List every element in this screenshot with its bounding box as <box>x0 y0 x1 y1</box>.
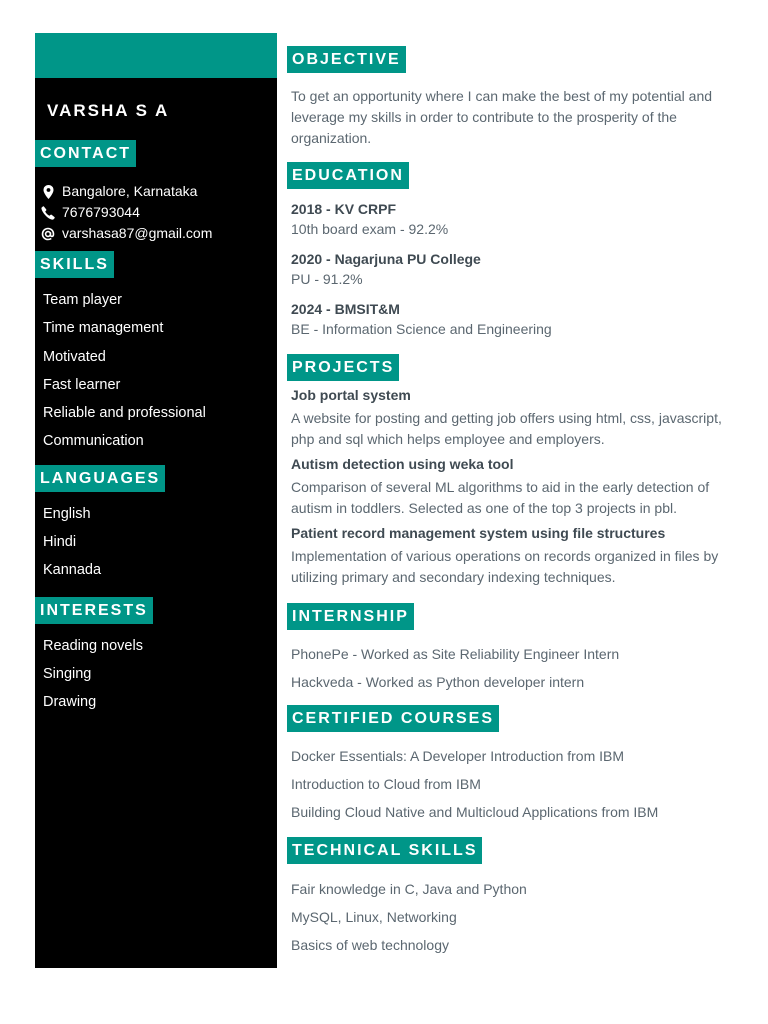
education-entry <box>287 299 737 339</box>
contact-section <box>35 140 277 244</box>
skills-heading: SKILLS <box>35 251 114 278</box>
sidebar <box>35 33 277 968</box>
phone-icon <box>41 206 55 220</box>
education-entry <box>287 249 737 289</box>
projects-heading: PROJECTS <box>287 354 399 381</box>
list-item: Fair knowledge in C, Java and Python <box>291 881 527 897</box>
project-title: Job portal system <box>291 387 411 403</box>
courses-section <box>287 705 737 826</box>
education-title: 2018 - KV CRPF <box>291 201 397 217</box>
technical-skills-section <box>287 837 737 959</box>
objective-section <box>287 46 737 149</box>
list-item: MySQL, Linux, Networking <box>291 909 457 925</box>
at-sign-icon <box>41 227 55 241</box>
project-entry <box>287 454 737 519</box>
list-item: Communication <box>43 433 144 450</box>
languages-section <box>35 465 277 585</box>
education-title: 2024 - BMSIT&M <box>291 301 400 317</box>
internship-heading: INTERNSHIP <box>287 603 414 630</box>
list-item: Motivated <box>43 348 106 365</box>
project-description: Implementation of various operations on records organized in files by utilizing primary and secondary indexing techniques. <box>291 548 719 585</box>
contact-heading: CONTACT <box>35 140 136 167</box>
project-title: Patient record management system using file structures <box>291 525 666 541</box>
internship-section <box>287 603 737 696</box>
main-column <box>287 46 737 959</box>
project-entry <box>287 523 737 588</box>
list-item: Reading novels <box>43 637 143 654</box>
education-detail: PU - 91.2% <box>291 271 363 287</box>
list-item: Time management <box>43 320 164 337</box>
project-entry <box>287 385 737 450</box>
list-item: Fast learner <box>43 376 121 393</box>
list-item: Drawing <box>43 694 97 711</box>
list-item: Hackveda - Worked as Python developer intern <box>291 674 585 690</box>
contact-phone-text: 7676793044 <box>62 204 140 220</box>
education-detail: 10th board exam - 92.2% <box>291 221 449 237</box>
list-item: PhonePe - Worked as Site Reliability Engineer Intern <box>291 646 620 662</box>
objective-text: To get an opportunity where I can make the best of my potential and leverage my skills in order to contribute to the prosperity of the organization. <box>291 88 713 146</box>
education-section <box>287 162 737 339</box>
contact-email-text: varshasa87@gmail.com <box>62 225 213 241</box>
interests-heading: INTERESTS <box>35 597 153 624</box>
courses-list <box>287 742 737 826</box>
interests-section <box>35 597 277 717</box>
contact-location <box>35 181 277 202</box>
sidebar-accent-bar <box>35 33 277 78</box>
objective-heading: OBJECTIVE <box>287 46 406 73</box>
list-item: Introduction to Cloud from IBM <box>291 776 481 792</box>
education-entry <box>287 199 737 239</box>
list-item: English <box>43 505 91 522</box>
contact-phone[interactable] <box>35 202 277 223</box>
projects-section <box>287 354 737 588</box>
skills-section <box>35 251 277 456</box>
contact-list <box>35 181 277 244</box>
list-item: Docker Essentials: A Developer Introduction from IBM <box>291 748 625 764</box>
project-description: Comparison of several ML algorithms to aid in the early detection of autism in toddlers. Selected as one of the top 3 projects in pbl. <box>291 479 710 516</box>
languages-list <box>35 500 277 585</box>
list-item: Singing <box>43 665 92 682</box>
project-title: Autism detection using weka tool <box>291 456 514 472</box>
contact-email[interactable] <box>35 223 277 244</box>
list-item: Building Cloud Native and Multicloud Applications from IBM <box>291 804 659 820</box>
education-heading: EDUCATION <box>287 162 409 189</box>
location-pin-icon <box>41 185 55 199</box>
candidate-name: VARSHA S A <box>47 101 170 120</box>
list-item: Basics of web technology <box>291 937 449 953</box>
technical-skills-list <box>287 875 737 959</box>
list-item: Team player <box>43 292 122 308</box>
education-detail: BE - Information Science and Engineering <box>291 321 552 337</box>
languages-heading: LANGUAGES <box>35 465 165 492</box>
technical-skills-heading: TECHNICAL SKILLS <box>287 837 482 864</box>
contact-location-text: Bangalore, Karnataka <box>62 183 198 199</box>
skills-list <box>35 286 277 456</box>
courses-heading: CERTIFIED COURSES <box>287 705 499 732</box>
list-item: Hindi <box>43 534 77 551</box>
education-title: 2020 - Nagarjuna PU College <box>291 251 481 267</box>
interests-list <box>35 632 277 717</box>
project-description: A website for posting and getting job offers using html, css, javascript, php and sql which helps employee and employers. <box>291 410 722 447</box>
internship-list <box>287 640 737 696</box>
list-item: Reliable and professional <box>43 405 206 422</box>
list-item: Kannada <box>43 562 102 579</box>
